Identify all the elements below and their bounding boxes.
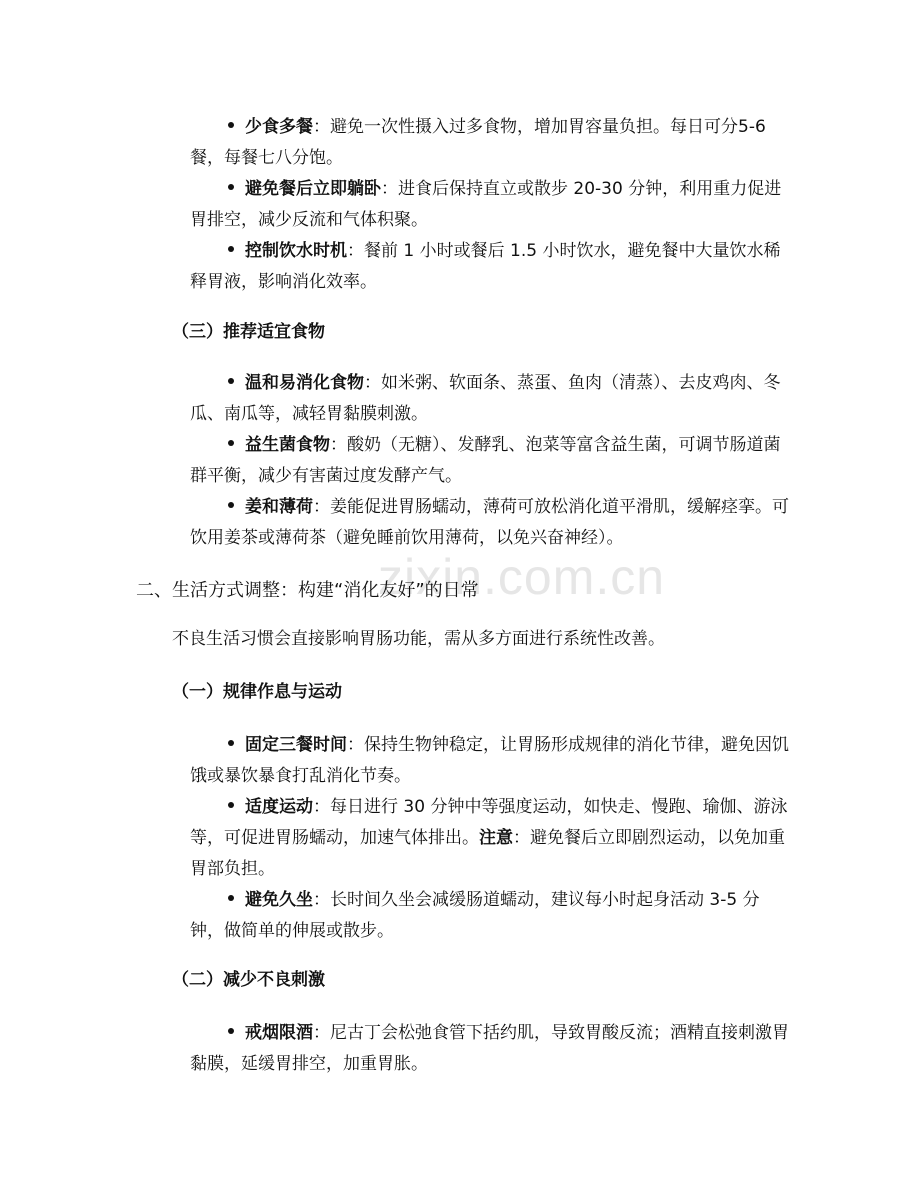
list-item: 少食多餐：避免一次性摄入过多食物，增加胃容量负担。每日可分5-6 餐，每餐七八分饱。 xyxy=(190,117,766,168)
list-item: 温和易消化食物：如米粥、软面条、蒸蛋、鱼肉（清蒸）、去皮鸡肉、冬瓜、南瓜等，减轻胃黏膜刺激。 xyxy=(190,373,781,424)
bullet-icon xyxy=(228,502,234,508)
list-item: 益生菌食物：酸奶（无糖）、发酵乳、泡菜等富含益生菌，可调节肠道菌群平衡，减少有害菌过度发酵产气。 xyxy=(190,435,781,486)
list-item: 避免久坐：长时间久坐会减缓肠道蠕动，建议每小时起身活动 3-5 分钟，做简单的伸展或散步。 xyxy=(190,890,760,941)
item-term: 温和易消化食物 xyxy=(245,373,364,393)
item-text: 长时间久坐会减缓肠道蠕动，建议每小时起身活动 3-5 分钟，做简单的伸展或散步。 xyxy=(190,890,760,941)
list-item: 固定三餐时间：保持生物钟稳定，让胃肠形成规律的消化节律，避免因饥饿或暴饮暴食打乱消化节奏。 xyxy=(190,735,789,786)
item-term: 固定三餐时间 xyxy=(245,735,347,755)
bullet-icon xyxy=(228,740,234,746)
item-text: 进食后保持直立或散步 20-30 分钟，利用重力促进胃排空，减少反流和气体积聚。 xyxy=(190,179,782,230)
item-term: 益生菌食物 xyxy=(245,435,330,455)
bullet-icon xyxy=(228,895,234,901)
item-note-term: 注意 xyxy=(479,828,513,848)
bullet-icon xyxy=(228,378,234,384)
list-item: 控制饮水时机：餐前 1 小时或餐后 1.5 小时饮水，避免餐中大量饮水稀释胃液，影响消化效率。 xyxy=(190,241,781,292)
bullet-icon xyxy=(228,246,234,252)
bullet-icon xyxy=(228,1028,234,1034)
item-term: 适度运动 xyxy=(245,797,313,817)
item-term: 姜和薄荷 xyxy=(245,497,313,517)
item-term: 少食多餐 xyxy=(245,117,313,137)
item-text: 如米粥、软面条、蒸蛋、鱼肉（清蒸）、去皮鸡肉、冬瓜、南瓜等，减轻胃黏膜刺激。 xyxy=(190,373,781,424)
item-term: 控制饮水时机 xyxy=(245,241,347,261)
bullet-icon xyxy=(228,184,234,190)
list-item: 姜和薄荷：姜能促进胃肠蠕动，薄荷可放松消化道平滑肌，缓解痉挛。可饮用姜茶或薄荷茶（避免睡前饮用薄荷，以免兴奋神经）。 xyxy=(190,497,789,548)
list-item: 戒烟限酒：尼古丁会松弛食管下括约肌，导致胃酸反流；酒精直接刺激胃黏膜，延缓胃排空，加重胃胀。 xyxy=(190,1023,789,1074)
item-term: 避免久坐 xyxy=(245,890,313,910)
sub-heading-2: （二）减少不良刺激 xyxy=(172,970,325,990)
bullet-icon xyxy=(228,802,234,808)
item-term: 避免餐后立即躺卧 xyxy=(245,179,381,199)
item-text: 避免一次性摄入过多食物，增加胃容量负担。每日可分5-6 餐，每餐七八分饱。 xyxy=(190,117,766,168)
sub-heading-3: （三）推荐适宜食物 xyxy=(172,322,325,342)
item-text: 餐前 1 小时或餐后 1.5 小时饮水，避免餐中大量饮水稀释胃液，影响消化效率。 xyxy=(190,241,781,292)
item-text: 姜能促进胃肠蠕动，薄荷可放松消化道平滑肌，缓解痉挛。可饮用姜茶或薄荷茶（避免睡前饮用薄荷，以免兴奋神经）。 xyxy=(190,497,789,548)
item-text: 每日进行 30 分钟中等强度运动，如快走、慢跑、瑜伽、游泳等，可促进胃肠蠕动，加速气体排出。 xyxy=(190,797,788,848)
item-term: 戒烟限酒 xyxy=(245,1023,313,1043)
list-item: 适度运动：每日进行 30 分钟中等强度运动，如快走、慢跑、瑜伽、游泳等，可促进胃肠蠕动，加速气体排出。注意：避免餐后立即剧烈运动，以免加重胃部负担。 xyxy=(190,797,788,879)
list-item: 避免餐后立即躺卧：进食后保持直立或散步 20-30 分钟，利用重力促进胃排空，减少反流和气体积聚。 xyxy=(190,179,782,230)
item-text: 酸奶（无糖）、发酵乳、泡菜等富含益生菌，可调节肠道菌群平衡，减少有害菌过度发酵产气。 xyxy=(190,435,781,486)
item-text: 尼古丁会松弛食管下括约肌，导致胃酸反流；酒精直接刺激胃黏膜，延缓胃排空，加重胃胀。 xyxy=(190,1023,789,1074)
bullet-icon xyxy=(228,440,234,446)
item-text: 保持生物钟稳定，让胃肠形成规律的消化节律，避免因饥饿或暴饮暴食打乱消化节奏。 xyxy=(190,735,789,786)
section-heading: 二、生活方式调整：构建“消化友好”的日常 xyxy=(136,580,479,601)
watermark-text: zixin.com.cn xyxy=(378,549,666,605)
item-note-text: 避免餐后立即剧烈运动，以免加重胃部负担。 xyxy=(190,828,785,879)
bullet-icon xyxy=(228,122,234,128)
sub-heading-1: （一）规律作息与运动 xyxy=(172,682,342,702)
intro-paragraph: 不良生活习惯会直接影响胃肠功能，需从多方面进行系统性改善。 xyxy=(172,629,665,649)
